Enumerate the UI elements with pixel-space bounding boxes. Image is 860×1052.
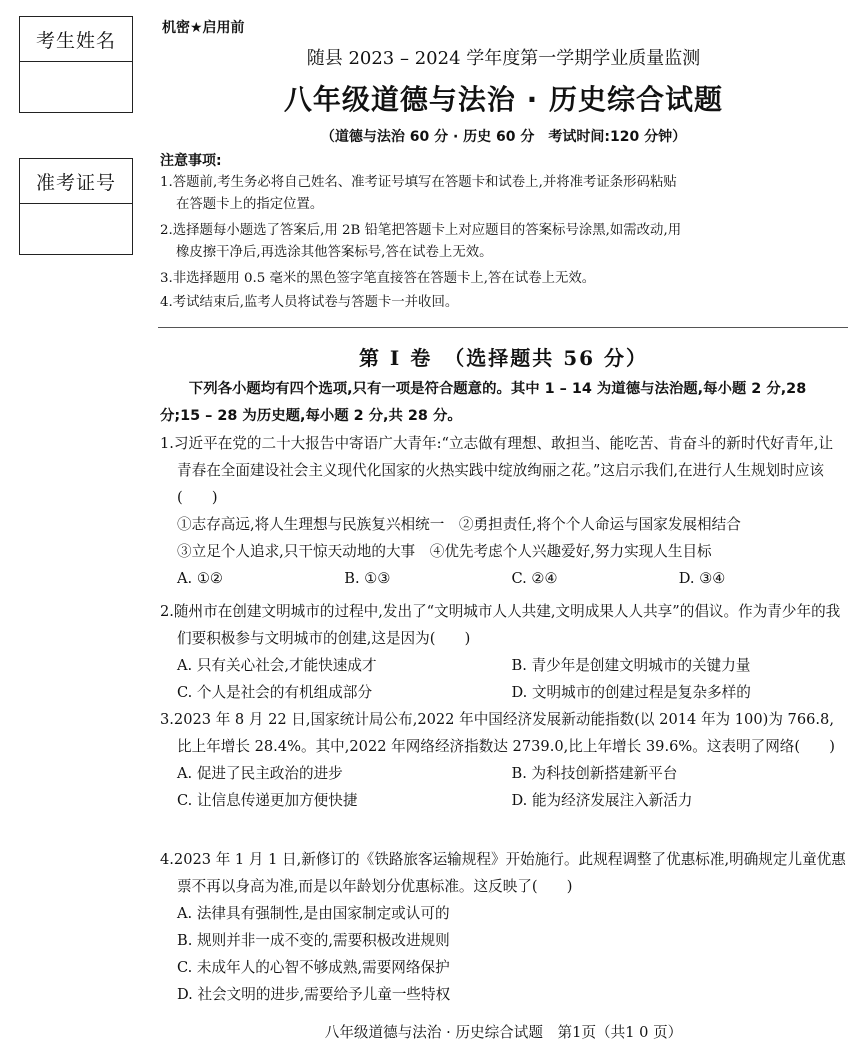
section-intro: 下列各小题均有四个选项,只有一项是符合题意的。其中 1 – 14 为道德与法治题,每小题 2 分,28 分;15 – 28 为历史题,每小题 2 分,共 28 分。 (160, 381, 807, 424)
notice-item (160, 172, 846, 216)
section-title: 第 Ⅰ 卷 （选择题共 56 分） (358, 346, 649, 370)
notice-heading: 注意事项: (160, 153, 222, 169)
admission-number-box (19, 158, 133, 255)
option-a[interactable]: A. 只有关心社会,才能快速成才 (177, 657, 377, 674)
question-3 (160, 706, 846, 814)
notice-item (160, 268, 846, 290)
notice-line: 3.非选择题用 0.5 毫米的黑色签字笔直接答在答题卡上,答在试卷上无效。 (160, 271, 596, 286)
examinee-name-label: 考生姓名 (20, 17, 132, 62)
admission-number-label: 准考证号 (20, 159, 132, 204)
option-d[interactable]: D. 能为经济发展注入新活力 (511, 792, 693, 809)
question-stem: 3.2023 年 8 月 22 日,国家统计局公布,2022 年中国经济发展新动能指数(以 2014 年为 100)为 766.8,比上年增长 28.4%。其中,2022 年网络经济指数达 2739.0,比上年增长 39.6%。这表明了网络( ) (160, 711, 835, 755)
question-2 (160, 598, 846, 706)
option-b[interactable]: B. 规则并非一成不变的,需要积极改进规则 (177, 932, 450, 949)
statement-line: ③立足个人追求,只干惊天动地的大事 ④优先考虑个人兴趣爱好,努力实现人生目标 (177, 543, 712, 560)
option-a[interactable]: A. 法律具有强制性,是由国家制定或认可的 (177, 905, 450, 922)
statement-line: ①志存高远,将人生理想与民族复兴相统一 ②勇担责任,将个个人命运与国家发展相结合 (177, 516, 741, 533)
notice-line: 在答题卡上的指定位置。 (176, 197, 324, 212)
question-1 (160, 430, 846, 592)
notice-item (160, 220, 846, 264)
option-a[interactable]: A. 促进了民主政治的进步 (177, 765, 343, 782)
option-d[interactable]: D. 文明城市的创建过程是复杂多样的 (511, 684, 751, 701)
paper-title: 八年级道德与法治 · 历史综合试题 (283, 83, 724, 116)
option-b[interactable]: B. 青少年是创建文明城市的关键力量 (511, 657, 751, 674)
confidential-mark: 机密★启用前 (162, 20, 245, 36)
question-stem: 4.2023 年 1 月 1 日,新修订的《铁路旅客运输规程》开始施行。此规程调整了优惠标准,明确规定儿童优惠票不再以身高为准,而是以年龄划分优惠标准。这反映了( ) (160, 851, 846, 895)
scoring-info: （道德与法治 60 分 · 历史 60 分 考试时间:120 分钟） (320, 129, 687, 145)
notice-line: 4.考试结束后,监考人员将试卷与答题卡一并收回。 (160, 295, 459, 310)
option-c[interactable]: C. 未成年人的心智不够成熟,需要网络保护 (177, 959, 450, 976)
option-c[interactable]: C. 让信息传递更加方便快捷 (177, 792, 358, 809)
option-d[interactable]: D. 社会文明的进步,需要给予儿童一些特权 (177, 986, 451, 1003)
divider (158, 327, 848, 328)
question-stem: 2.随州市在创建文明城市的过程中,发出了“文明城市人人共建,文明成果人人共享”的倡议。作为青少年的我们要积极参与文明城市的创建,这是因为( ) (160, 603, 841, 647)
notice-line: 橡皮擦干净后,再选涂其他答案标号,答在试卷上无效。 (176, 245, 493, 260)
option-d[interactable]: D. ③④ (678, 570, 726, 587)
admission-number-field[interactable] (20, 204, 132, 254)
exam-name: 随县 2023 – 2024 学年度第一学期学业质量监测 (306, 48, 701, 69)
option-b[interactable]: B. 为科技创新搭建新平台 (511, 765, 678, 782)
notice-line: 2.选择题每小题选了答案后,用 2B 铅笔把答题卡上对应题目的答案标号涂黑,如需改动,用 (160, 223, 682, 238)
notice-item (160, 292, 846, 314)
option-c[interactable]: C. 个人是社会的有机组成部分 (177, 684, 373, 701)
page-footer: 八年级道德与法治 · 历史综合试题 第1页（共1 0 页） (324, 1024, 683, 1041)
notice-line: 1.答题前,考生务必将自己姓名、准考证号填写在答题卡和试卷上,并将准考证条形码粘贴 (160, 175, 677, 190)
option-a[interactable]: A. ①② (177, 570, 223, 587)
question-stem: 1.习近平在党的二十大报告中寄语广大青年:“立志做有理想、敢担当、能吃苦、肯奋斗的新时代好青年,让青春在全面建设社会主义现代化国家的火热实践中绽放绚丽之花。”这启示我们,在进行人生规划时应该( ) (160, 435, 834, 506)
question-4 (160, 846, 846, 1008)
option-c[interactable]: C. ②④ (511, 570, 558, 587)
option-b[interactable]: B. ①③ (344, 570, 391, 587)
